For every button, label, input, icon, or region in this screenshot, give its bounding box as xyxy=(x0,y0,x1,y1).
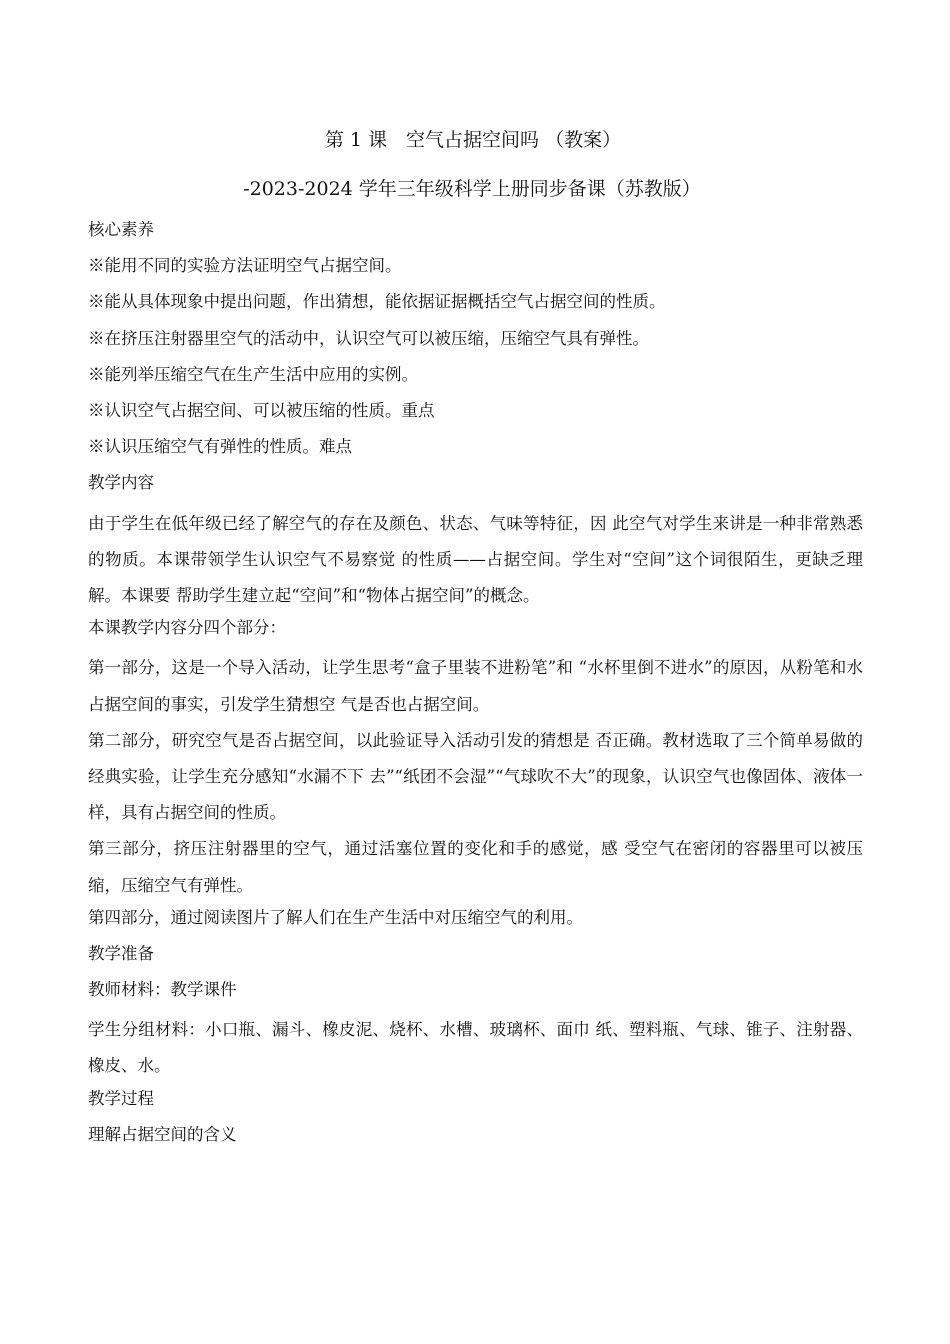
core-literacy-item: ※认识压缩空气有弹性的性质。难点 xyxy=(88,437,352,457)
section-heading-preparation: 教学准备 xyxy=(88,943,154,963)
content-part-4-paragraph: 第四部分，通过阅读图片了解人们在生产生活中对压缩空气的利用。 xyxy=(88,907,583,927)
section-heading-content: 教学内容 xyxy=(88,473,154,493)
core-literacy-item: ※能用不同的实验方法证明空气占据空间。 xyxy=(88,256,402,276)
section-heading-process: 教学过程 xyxy=(88,1088,154,1108)
core-literacy-item: ※认识空气占据空间、可以被压缩的性质。重点 xyxy=(88,400,435,420)
content-part-3-paragraph: 第三部分，挤压注射器里的空气，通过活塞位置的变化和手的感觉，感 受空气在密闭的容器里可以被压缩，压缩空气有弹性。 xyxy=(88,839,863,895)
student-materials: 学生分组材料：小口瓶、漏斗、橡皮泥、烧杯、水槽、玻璃杯、面巾 纸、塑料瓶、气球、锥子、注射器、橡皮、水。 xyxy=(88,1020,863,1076)
section-heading-core-literacy: 核心素养 xyxy=(88,220,154,239)
content-parts-heading: 本课教学内容分四个部分： xyxy=(88,618,286,638)
core-literacy-item: ※能从具体现象中提出问题，作出猜想，能依据证据概括空气占据空间的性质。 xyxy=(88,292,666,312)
document-body xyxy=(88,216,863,1157)
content-part-2-paragraph: 第二部分，研究空气是否占据空间，以此验证导入活动引发的猜想是 否正确。教材选取了三个简单易做的经典实验，让学生充分感知“水漏不下 去”“纸团不会湿”“气球吹不大”的现象，认识空气也像固体、液体一 样，具有占据空间的性质。 xyxy=(88,730,863,823)
teacher-materials: 教师材料：教学课件 xyxy=(88,980,237,1000)
content-part-1-paragraph: 第一部分，这是一个导入活动，让学生思考“盒子里装不进粉笔”和 “水杯里倒不进水”的原因，从粉笔和水占据空间的事实，引发学生猜想空 气是否也占据空间。 xyxy=(88,658,863,714)
content-intro-paragraph: 由于学生在低年级已经了解空气的存在及颜色、状态、气味等特征，因 此空气对学生来讲是一种非常熟悉的物质。本课带领学生认识空气不易察觉 的性质——占据空间。学生对“空间”这个词很陌生，更缺乏理解。本课要 帮助学生建立起“空间”和“物体占据空间”的概念。 xyxy=(88,513,863,605)
document-title: 第 1 课 空气占据空间吗 （教案） xyxy=(324,129,622,151)
core-literacy-item: ※能列举压缩空气在生产生活中应用的实例。 xyxy=(88,364,418,384)
core-literacy-item: ※在挤压注射器里空气的活动中，认识空气可以被压缩，压缩空气具有弹性。 xyxy=(88,328,649,348)
process-first-step: 理解占据空间的含义 xyxy=(88,1124,237,1144)
document-subtitle: -2023-2024 学年三年级科学上册同步备课（苏教版） xyxy=(243,178,701,200)
